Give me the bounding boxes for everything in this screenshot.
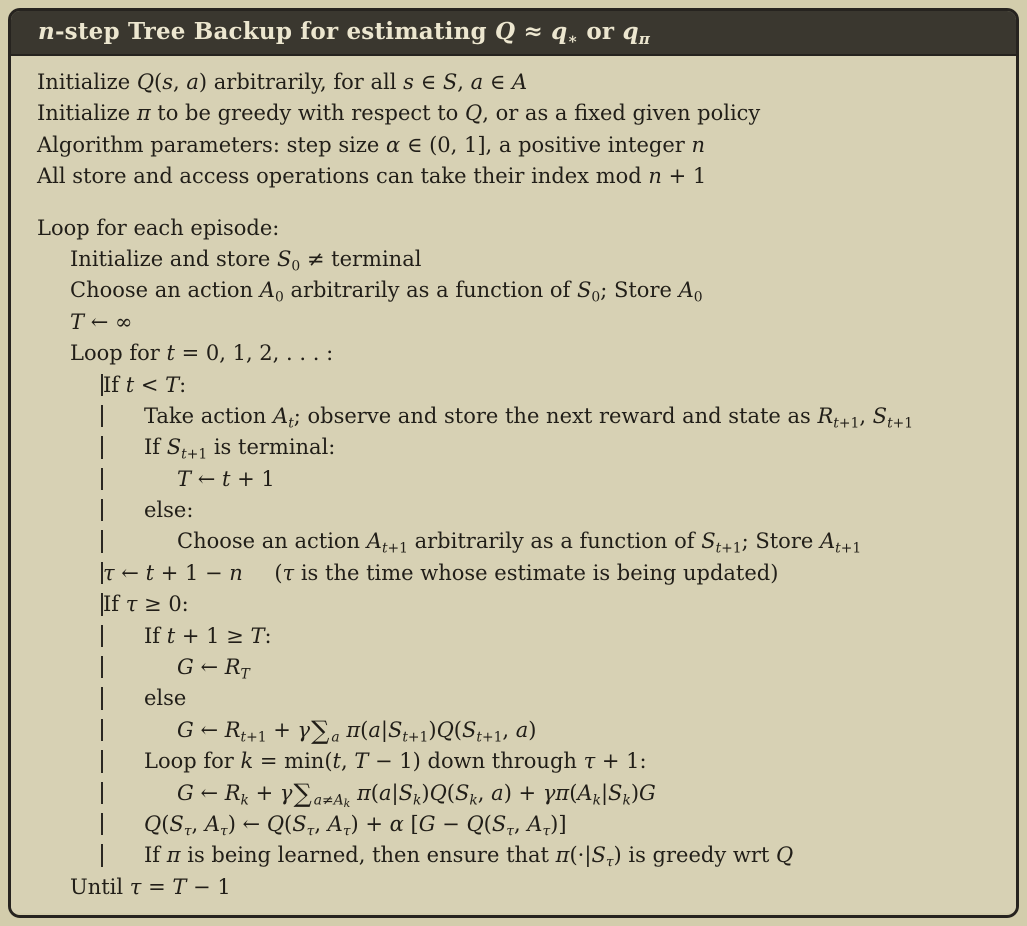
- text-segment: ; Store: [741, 529, 820, 554]
- text-segment: is the time whose estimate is being updated): [294, 560, 779, 585]
- text-segment: ∗: [567, 29, 579, 48]
- text-segment: Q: [144, 811, 162, 836]
- text-segment: π: [166, 843, 181, 868]
- indent-guide-bar: [101, 656, 103, 678]
- text-segment: ,: [340, 749, 355, 774]
- text-segment: τ: [583, 749, 596, 774]
- text-segment: α: [386, 132, 401, 157]
- text-segment: − 1) down through: [368, 749, 584, 774]
- text-segment: R: [224, 655, 241, 680]
- text-segment: (: [161, 811, 170, 836]
- text-segment: If: [144, 623, 167, 648]
- text-segment: Until: [70, 874, 130, 899]
- text-segment: τ: [506, 823, 514, 840]
- text-segment: ,: [191, 811, 205, 836]
- text-segment: n: [38, 17, 55, 45]
- sum-operator: ∑: [311, 716, 330, 747]
- text-segment: S: [461, 717, 477, 742]
- text-segment: S: [491, 811, 507, 836]
- indent-guide-bar: [101, 436, 103, 458]
- text-segment: τ: [183, 823, 192, 840]
- text-segment: τ: [542, 823, 551, 840]
- text-segment: + 1:: [595, 749, 647, 774]
- text-segment: R: [224, 717, 241, 742]
- text-segment: (: [446, 780, 455, 805]
- text-segment: Choose an action: [177, 529, 367, 554]
- algorithm-line: [37, 432, 1010, 463]
- text-segment: n: [229, 560, 243, 585]
- text-segment: T: [354, 749, 369, 774]
- text-segment: Initialize: [37, 70, 137, 94]
- algorithm-line: [37, 338, 1010, 369]
- text-segment: Q: [465, 101, 483, 126]
- text-segment: ) +: [350, 811, 390, 836]
- algorithm-title: [38, 18, 650, 48]
- text-segment: q: [622, 17, 639, 45]
- text-segment: t: [125, 372, 135, 397]
- text-segment: π: [136, 101, 151, 126]
- text-segment: Q: [136, 70, 155, 94]
- text-segment: Q: [429, 780, 447, 805]
- text-segment: +1: [246, 729, 267, 746]
- text-segment: τ: [342, 823, 351, 840]
- text-segment: <: [134, 372, 166, 397]
- text-segment: ,: [513, 811, 528, 836]
- text-segment: ) arbitrarily, for all: [198, 70, 404, 94]
- algorithm-line: [37, 840, 1010, 871]
- text-segment: π: [346, 717, 361, 742]
- text-segment: ,: [502, 717, 516, 742]
- indent-guide-bar: [101, 562, 103, 584]
- text-segment: τ: [605, 854, 614, 871]
- text-segment: A: [577, 780, 593, 805]
- text-segment: a: [470, 70, 484, 94]
- text-segment: t: [715, 540, 722, 557]
- text-segment: Q: [466, 811, 484, 836]
- text-segment: π: [356, 780, 371, 805]
- text-segment: S: [387, 717, 403, 742]
- text-segment: Q: [495, 17, 516, 45]
- text-segment: (: [242, 560, 283, 585]
- text-segment: +1: [840, 540, 862, 557]
- text-segment: A: [273, 403, 289, 428]
- text-segment: G: [177, 780, 194, 805]
- text-segment: (: [370, 780, 379, 805]
- text-segment: 0: [591, 289, 601, 306]
- text-segment: [: [403, 811, 419, 836]
- text-segment: S: [292, 811, 307, 836]
- indent-guide-bar: [101, 687, 103, 709]
- text-segment: Loop for: [70, 341, 167, 366]
- text-segment: ; observe and store the next reward and state as: [293, 403, 818, 428]
- algorithm-line: [37, 683, 1010, 714]
- text-segment: t: [181, 446, 187, 463]
- text-segment: (: [154, 70, 163, 94]
- algorithm-line: [37, 872, 1010, 903]
- algorithm-line: [37, 621, 1010, 652]
- text-segment: t: [240, 729, 247, 746]
- text-segment: A: [678, 278, 694, 303]
- sum-operator: ∑: [293, 779, 312, 810]
- text-segment: Q: [266, 811, 285, 836]
- text-segment: ←: [114, 560, 146, 585]
- text-segment: ≈: [515, 17, 552, 45]
- text-segment: a: [368, 717, 381, 742]
- text-segment: If: [144, 435, 167, 460]
- algorithm-line: [37, 307, 1010, 338]
- text-segment: (·|: [569, 843, 592, 868]
- text-segment: = min(: [253, 749, 333, 774]
- algorithm-line: [37, 495, 1010, 526]
- text-segment: π: [555, 843, 570, 868]
- text-segment: :: [264, 623, 272, 648]
- text-segment: T: [240, 666, 250, 683]
- text-segment: k: [469, 792, 478, 809]
- text-segment: If: [103, 372, 126, 397]
- text-segment: t: [166, 341, 175, 366]
- text-segment: 0: [274, 289, 284, 306]
- text-segment: t: [833, 415, 839, 432]
- text-segment: else: [144, 686, 187, 711]
- text-segment: Take action: [144, 403, 274, 428]
- text-segment: S: [872, 403, 888, 428]
- algorithm-line: [37, 652, 1010, 683]
- indent-guide-bar: [101, 625, 103, 647]
- algorithm-line: [37, 778, 1010, 809]
- indent-guide-bar: [101, 499, 103, 521]
- text-segment: R: [224, 780, 241, 805]
- indent-guide-bar: [101, 530, 103, 552]
- text-segment: ,: [314, 811, 328, 836]
- text-segment: T: [177, 466, 192, 491]
- text-segment: t: [166, 623, 176, 648]
- text-segment: R: [817, 403, 834, 428]
- indent-guide-bar: [101, 374, 103, 396]
- text-segment: S: [608, 780, 623, 805]
- text-segment: γ: [297, 717, 311, 742]
- algorithm-box: [8, 8, 1019, 918]
- algorithm-line: [37, 401, 1010, 432]
- text-segment: , or as a fixed given policy: [482, 101, 761, 126]
- text-segment: Q: [775, 843, 794, 868]
- text-segment: 0: [693, 289, 703, 306]
- text-segment: ,: [477, 780, 492, 805]
- text-segment: Choose an action: [70, 278, 260, 303]
- text-segment: |: [380, 717, 388, 742]
- text-segment: a: [491, 780, 504, 805]
- text-segment: S: [577, 278, 592, 303]
- text-segment: γ: [279, 780, 293, 805]
- text-segment: G: [418, 811, 436, 836]
- indent-guide-bar: [101, 405, 103, 427]
- text-segment: k: [240, 792, 249, 809]
- text-segment: γπ: [542, 780, 570, 805]
- text-segment: ≠ terminal: [300, 246, 422, 271]
- text-segment: T: [165, 372, 180, 397]
- text-segment: G: [639, 780, 656, 805]
- text-segment: (: [483, 811, 492, 836]
- text-segment: t: [332, 749, 341, 774]
- text-segment: k: [622, 792, 631, 809]
- text-segment: A: [259, 278, 275, 303]
- algorithm-line: [37, 746, 1010, 777]
- text-segment: +1: [407, 729, 429, 746]
- text-segment: else:: [144, 498, 194, 523]
- text-segment: n: [691, 132, 706, 157]
- text-segment: t: [887, 415, 893, 432]
- text-segment: ←: [191, 466, 222, 491]
- text-segment: + 1 −: [154, 560, 230, 585]
- text-segment: to be greedy with respect to: [150, 101, 465, 126]
- text-segment: Q: [436, 717, 454, 742]
- text-segment: arbitrarily as a function of: [283, 278, 578, 303]
- algorithm-line: [37, 526, 1010, 557]
- text-segment: A: [327, 811, 343, 836]
- text-segment: -step Tree Backup for estimating: [54, 17, 496, 45]
- text-segment: T: [172, 874, 187, 899]
- text-segment: All store and access operations can take their index mod: [37, 164, 649, 189]
- algorithm-title-bar: [11, 11, 1016, 56]
- text-segment: ): [421, 780, 430, 805]
- text-segment: ,: [173, 70, 187, 94]
- algorithm-body: [11, 56, 1016, 913]
- text-segment: ) is greedy wrt: [613, 843, 776, 868]
- text-segment: π: [638, 29, 651, 48]
- text-segment: +1: [186, 446, 208, 463]
- algorithm-line: [37, 67, 1010, 98]
- text-segment: ≥ 0:: [137, 592, 189, 617]
- text-segment: ): [528, 717, 537, 742]
- text-segment: τ: [306, 823, 315, 840]
- text-segment: t: [221, 466, 231, 491]
- text-segment: If: [103, 592, 126, 617]
- text-segment: ←: [193, 655, 225, 680]
- text-segment: A: [512, 70, 528, 94]
- text-segment: Initialize and store: [70, 246, 277, 271]
- algorithm-line: [37, 464, 1010, 495]
- text-segment: ∈: [483, 70, 513, 94]
- text-segment: k: [240, 749, 254, 774]
- text-segment: or: [578, 17, 623, 45]
- text-segment: ): [630, 780, 640, 805]
- text-segment: ,: [859, 403, 873, 428]
- text-segment: S: [276, 246, 292, 271]
- algorithm-line: [37, 275, 1010, 306]
- text-segment: ← ∞: [84, 309, 133, 334]
- text-segment: +1: [481, 729, 503, 746]
- text-segment: a: [515, 717, 529, 742]
- text-segment: ) +: [503, 780, 543, 805]
- blank-line: [37, 193, 1010, 213]
- text-segment: A: [527, 811, 543, 836]
- text-segment: ∈ (0, 1], a positive integer: [400, 132, 692, 157]
- algorithm-line: [37, 161, 1010, 192]
- indent-guide-bar: [101, 719, 103, 741]
- text-segment: α: [389, 811, 404, 836]
- text-segment: +1: [892, 415, 914, 432]
- text-segment: Loop for: [144, 749, 241, 774]
- algorithm-line: [37, 98, 1010, 129]
- indent-guide-bar: [101, 813, 103, 835]
- algorithm-line: [37, 130, 1010, 161]
- algorithm-line: [37, 715, 1010, 746]
- text-segment: (: [284, 811, 293, 836]
- text-segment: +1: [387, 540, 408, 557]
- text-segment: ; Store: [600, 278, 679, 303]
- text-segment: S: [169, 811, 184, 836]
- text-segment: ←: [193, 780, 225, 805]
- text-segment: τ: [282, 560, 295, 585]
- indent-guide-bar: [101, 593, 103, 615]
- text-segment: is being learned, then ensure that: [180, 843, 556, 868]
- text-segment: S: [442, 70, 458, 94]
- text-segment: a: [378, 780, 392, 805]
- text-segment: G: [177, 655, 194, 680]
- text-segment: ,: [457, 70, 471, 94]
- indent-guide-bar: [101, 468, 103, 490]
- text-segment: τ: [125, 592, 138, 617]
- text-segment: + 1: [661, 164, 707, 189]
- text-segment: A: [819, 529, 836, 554]
- text-segment: a: [331, 729, 340, 746]
- text-segment: s: [162, 70, 174, 94]
- text-segment: Algorithm parameters: step size: [37, 132, 386, 157]
- text-segment: S: [701, 529, 716, 554]
- algorithm-line: [37, 809, 1010, 840]
- text-segment: is terminal:: [207, 435, 336, 460]
- text-segment: |: [600, 780, 609, 805]
- text-segment: a: [186, 70, 199, 94]
- text-segment: + 1: [230, 466, 275, 491]
- text-segment: +: [266, 717, 298, 742]
- text-segment: t: [381, 540, 388, 557]
- text-segment: ): [428, 717, 437, 742]
- text-segment: a≠A: [313, 792, 344, 809]
- text-segment: τ: [129, 874, 142, 899]
- text-segment: t: [476, 729, 482, 746]
- algorithm-line: [37, 558, 1010, 589]
- text-segment: T: [70, 309, 85, 334]
- text-segment: −: [435, 811, 467, 836]
- text-segment: +1: [721, 540, 742, 557]
- text-segment: S: [166, 435, 182, 460]
- text-segment: +: [248, 780, 280, 805]
- text-segment: (: [453, 717, 462, 742]
- text-segment: Loop for each episode:: [37, 215, 280, 240]
- text-segment: )]: [550, 811, 567, 836]
- text-segment: (: [569, 780, 578, 805]
- algorithm-line: [37, 370, 1010, 401]
- text-segment: If: [144, 843, 167, 868]
- text-segment: G: [177, 717, 194, 742]
- text-segment: (: [360, 717, 369, 742]
- text-segment: t: [145, 560, 155, 585]
- text-segment: τ: [220, 823, 228, 840]
- text-segment: :: [179, 372, 187, 397]
- algorithm-line: [37, 244, 1010, 275]
- algorithm-line: [37, 589, 1010, 620]
- text-segment: k: [412, 792, 422, 809]
- indent-guide-bar: [101, 782, 103, 804]
- text-segment: ) ←: [227, 811, 267, 836]
- text-segment: k: [592, 792, 601, 809]
- text-segment: 0: [291, 258, 301, 275]
- text-segment: S: [591, 843, 606, 868]
- text-segment: n: [648, 164, 662, 189]
- text-segment: k: [343, 796, 351, 810]
- algorithm-line: [37, 213, 1010, 244]
- indent-guide-bar: [101, 844, 103, 866]
- text-segment: t: [402, 729, 408, 746]
- text-segment: [350, 781, 357, 805]
- text-segment: = 0, 1, 2, . . . :: [174, 341, 334, 366]
- text-segment: T: [250, 623, 265, 648]
- text-segment: s: [403, 70, 414, 94]
- text-segment: S: [455, 780, 470, 805]
- text-segment: q: [551, 17, 568, 45]
- text-segment: + 1 ≥: [175, 623, 251, 648]
- text-segment: +1: [838, 415, 860, 432]
- text-segment: |: [391, 780, 399, 805]
- text-segment: − 1: [186, 874, 231, 899]
- text-segment: S: [398, 780, 413, 805]
- text-segment: ∈: [413, 70, 443, 94]
- text-segment: A: [366, 529, 382, 554]
- text-segment: A: [204, 811, 221, 836]
- text-segment: ←: [193, 717, 225, 742]
- text-segment: arbitrarily as a function of: [407, 529, 702, 554]
- text-segment: t: [288, 415, 294, 432]
- text-segment: =: [141, 874, 173, 899]
- text-segment: t: [835, 540, 841, 557]
- text-segment: Initialize: [37, 101, 137, 126]
- indent-guide-bar: [101, 750, 103, 772]
- text-segment: τ: [103, 560, 115, 585]
